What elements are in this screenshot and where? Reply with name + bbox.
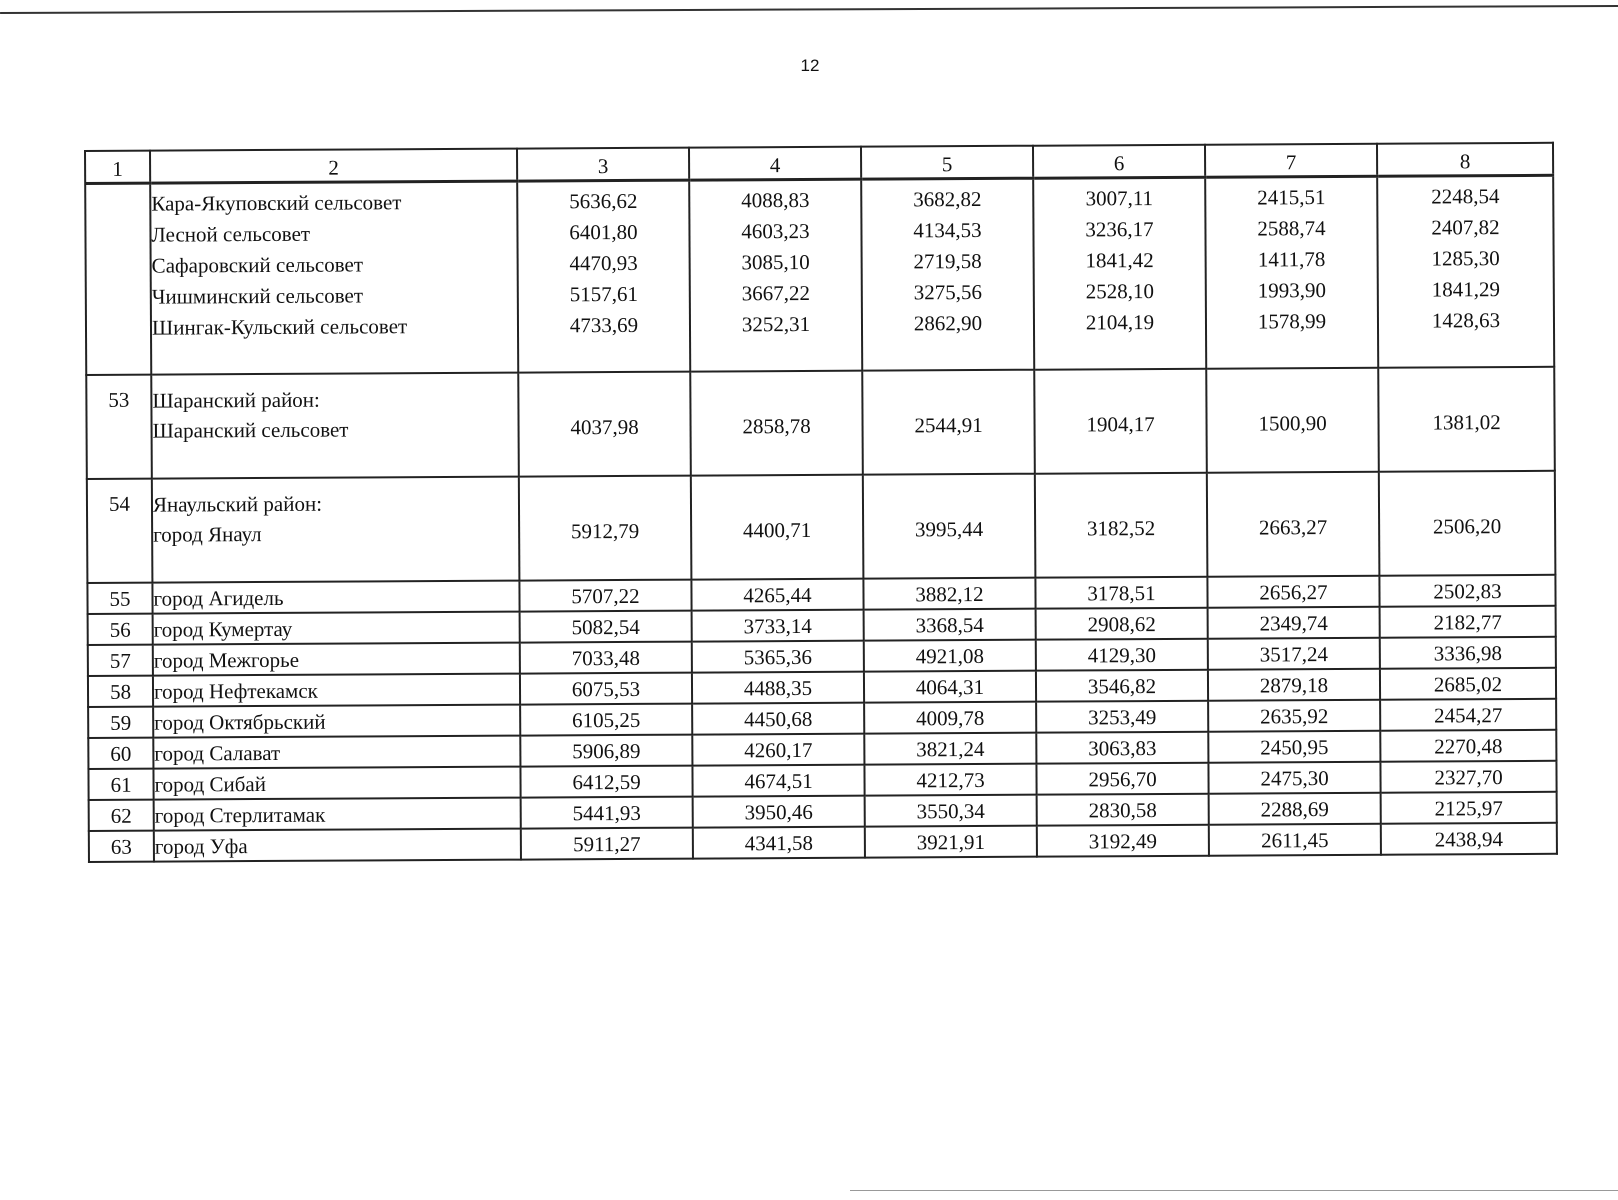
value: 3007,11 (1085, 186, 1154, 211)
value-cell: 4129,30 (1036, 639, 1208, 671)
data-table-container (84, 142, 1556, 863)
row-number: 56 (88, 614, 153, 645)
row-number: 63 (89, 831, 154, 862)
row-name: город Агидель (152, 581, 519, 614)
row-number: 54 (87, 479, 153, 583)
value-cell: 3921,91 (865, 826, 1037, 858)
row-number: 60 (88, 738, 153, 769)
value-cell: 6412,59 (520, 766, 692, 798)
header-cell: 8 (1377, 143, 1553, 176)
header-cell: 5 (861, 146, 1033, 179)
value-cell: 2502,83 (1379, 575, 1555, 607)
value: 5157,61 (569, 281, 639, 307)
value-cell: 5365,36 (692, 641, 864, 673)
row-number: 55 (87, 583, 152, 614)
value: 2415,51 (1257, 185, 1326, 210)
value-cell: 2635,92 (1208, 700, 1380, 732)
value: 1841,42 (1085, 248, 1154, 273)
scan-bottom-edge (850, 1190, 1618, 1191)
value-cell: 6075,53 (520, 673, 692, 705)
value-cell: 3336,98 (1380, 637, 1556, 669)
value-cell: 2475,30 (1208, 762, 1380, 794)
district-name: Шаранский район: (152, 387, 320, 413)
header-cell: 7 (1205, 144, 1377, 177)
district-name: Янаульский район: (152, 491, 323, 517)
row-number: 61 (88, 769, 153, 800)
value-cell: 5906,89 (520, 735, 692, 767)
value-cell: 4341,58 (693, 827, 865, 859)
value-cell: 2544,91 (862, 370, 1035, 475)
row-name: город Сибай (153, 767, 520, 800)
value-cell: 5082,54 (520, 611, 692, 643)
value: 2104,19 (1085, 310, 1155, 335)
value-cell: 5911,27 (521, 828, 693, 860)
value-cell: 3550,34 (865, 795, 1037, 827)
header-cell: 6 (1033, 145, 1205, 178)
header-cell: 2 (150, 149, 517, 184)
value-cell: 2830,58 (1037, 794, 1209, 826)
table-row-district (87, 471, 1556, 583)
table-row-district (86, 367, 1555, 479)
value: 4733,69 (569, 312, 639, 338)
value-cell: 4488,35 (692, 672, 864, 704)
value-cell: 3517,24 (1208, 638, 1380, 670)
data-table (84, 142, 1558, 863)
value: 1428,63 (1431, 308, 1501, 333)
value-cell: 4009,78 (864, 702, 1036, 734)
value-cell: 2125,97 (1381, 792, 1557, 824)
value-cell: 4400,71 (691, 475, 864, 580)
value-cell: 3821,24 (864, 733, 1036, 765)
value-cell: 4674,51 (692, 765, 864, 797)
value-cell: 2858,78 (690, 371, 863, 476)
value-cell (1205, 176, 1378, 368)
row-name: Сафаровский сельсовет (151, 252, 364, 278)
value: 3252,31 (741, 311, 811, 337)
value-cell: 5707,22 (519, 580, 691, 612)
value: 4603,23 (741, 218, 810, 244)
value-cell: 1381,02 (1378, 367, 1555, 472)
row-number: 57 (88, 645, 153, 676)
value-cell: 4260,17 (692, 734, 864, 766)
value: 4470,93 (569, 250, 638, 276)
value-cell: 3182,52 (1035, 473, 1208, 578)
page-number: 12 (800, 56, 820, 75)
value-cell: 2349,74 (1208, 607, 1380, 639)
value-cell: 2288,69 (1209, 793, 1381, 825)
row-number: 59 (88, 707, 153, 738)
value-cell: 5912,79 (519, 476, 692, 581)
value-cell: 2182,77 (1380, 606, 1556, 638)
value-cell: 3546,82 (1036, 670, 1208, 702)
value-cell: 3995,44 (863, 474, 1036, 579)
value: 5636,62 (569, 188, 638, 214)
value-cell (517, 180, 690, 372)
row-number (85, 183, 151, 375)
value-cell: 3950,46 (693, 796, 865, 828)
value-cell: 4921,08 (864, 640, 1036, 672)
value-cell: 4212,73 (864, 764, 1036, 796)
value-cell: 2879,18 (1208, 669, 1380, 701)
value-cell: 3063,83 (1036, 732, 1208, 764)
value-cell: 2908,62 (1036, 608, 1208, 640)
value: 4088,83 (741, 187, 810, 213)
value: 2528,10 (1085, 279, 1154, 304)
row-name: Кара-Якуповский сельсовет (151, 190, 402, 216)
value-cell: 4265,44 (691, 579, 863, 611)
value-cell: 2656,27 (1207, 576, 1379, 608)
value: 1993,90 (1257, 278, 1326, 303)
value-cell: 3368,54 (864, 609, 1036, 641)
value: 4134,53 (913, 217, 982, 243)
value-cell: 1500,90 (1206, 368, 1379, 473)
row-name: город Уфа (154, 829, 521, 862)
value-cell: 2454,27 (1380, 699, 1556, 731)
value-cell: 2438,94 (1381, 823, 1557, 855)
row-name: Шингак-Кульский сельсовет (151, 314, 408, 340)
row-name: Шаранский сельсовет (152, 417, 349, 443)
value: 3682,82 (913, 186, 982, 212)
value-cell: 6105,25 (520, 704, 692, 736)
value: 1285,30 (1431, 246, 1500, 271)
row-name-cell (150, 181, 518, 375)
value-cell: 2685,02 (1380, 668, 1556, 700)
row-name: город Нефтекамск (153, 674, 520, 707)
value: 3667,22 (741, 280, 811, 306)
value: 2719,58 (913, 248, 982, 274)
value: 3275,56 (913, 279, 982, 305)
value-cell (1377, 175, 1554, 367)
value-cell: 2663,27 (1207, 472, 1380, 577)
value-cell: 3733,14 (692, 610, 864, 642)
value: 1841,29 (1431, 277, 1500, 302)
row-name: город Янаул (153, 522, 262, 547)
row-name-cell (152, 477, 520, 583)
header-cell: 1 (85, 151, 150, 184)
value-cell: 2450,95 (1208, 731, 1380, 763)
value: 1411,78 (1257, 247, 1326, 272)
value-cell: 2506,20 (1379, 471, 1556, 576)
row-name: город Октябрьский (153, 705, 520, 738)
value-cell: 7033,48 (520, 642, 692, 674)
value: 2862,90 (913, 310, 983, 336)
value-cell: 4037,98 (518, 372, 691, 477)
value-cell: 2327,70 (1380, 761, 1556, 793)
value: 2248,54 (1431, 184, 1500, 209)
value-cell: 3178,51 (1035, 577, 1207, 609)
value: 3085,10 (741, 249, 810, 275)
header-cell: 4 (689, 147, 861, 180)
value-cell (1033, 177, 1206, 369)
value-cell: 2956,70 (1036, 763, 1208, 795)
value: 1578,99 (1257, 309, 1327, 334)
row-name-cell (151, 373, 519, 479)
value-cell: 1904,17 (1034, 369, 1207, 474)
value-cell (689, 179, 862, 371)
row-name: город Кумертау (153, 612, 520, 645)
row-number: 62 (89, 800, 154, 831)
value-cell: 3192,49 (1037, 825, 1209, 857)
value-cell: 4450,68 (692, 703, 864, 735)
row-name: Лесной сельсовет (151, 221, 311, 247)
value: 6401,80 (569, 219, 638, 245)
value-cell: 5441,93 (521, 797, 693, 829)
value: 3236,17 (1085, 217, 1154, 242)
value-cell: 2270,48 (1380, 730, 1556, 762)
value-cell: 3253,49 (1036, 701, 1208, 733)
row-name: город Межгорье (153, 643, 520, 676)
value-cell: 4064,31 (864, 671, 1036, 703)
scan-top-edge (0, 0, 1618, 14)
row-name: Чишминский сельсовет (151, 283, 364, 309)
row-number: 58 (88, 676, 153, 707)
value-cell (861, 178, 1034, 370)
value-cell: 3882,12 (863, 578, 1035, 610)
value: 2407,82 (1431, 215, 1500, 240)
value: 2588,74 (1257, 216, 1326, 241)
table-row-group (85, 175, 1554, 375)
row-name: город Стерлитамак (154, 798, 521, 831)
header-cell: 3 (517, 148, 689, 181)
row-name: город Салават (153, 736, 520, 769)
value-cell: 2611,45 (1209, 824, 1381, 856)
row-number: 53 (86, 375, 152, 479)
